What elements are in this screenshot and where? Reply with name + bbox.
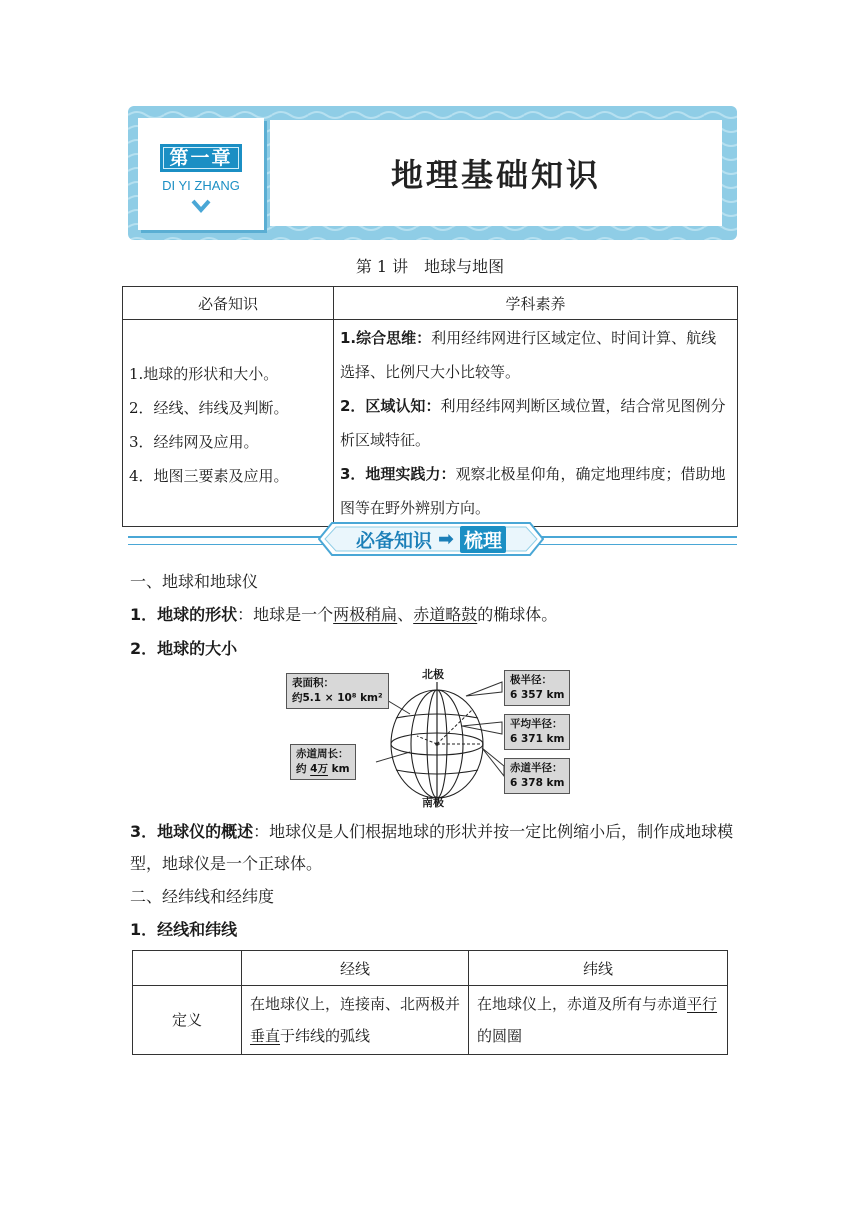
meridian-definition: [242, 986, 469, 1055]
chapter-title-box: [270, 120, 722, 226]
shape-colon: ：: [237, 605, 254, 624]
earth-size-figure: [282, 666, 578, 810]
chapter-label: 第一章: [160, 144, 242, 172]
literacy-text: 利用经纬网进行区域定位、时间计算、航线选择、比例尺大小比较等。: [340, 329, 717, 381]
heading-earth-globe: 一、地球和地球仪: [130, 572, 259, 591]
callout-equatorial-radius: [504, 758, 570, 794]
knowledge-item: 1.地球的形状和大小。: [129, 365, 279, 383]
knowledge-item: 2．经线、纬线及判断。: [129, 399, 289, 417]
goals-header-literacy: 学科素养: [334, 287, 738, 320]
callout-mean-radius: [504, 714, 570, 750]
arrow-right-icon: ➡: [438, 528, 454, 550]
chevron-down-icon: [191, 198, 211, 214]
equator-length-unit: km: [327, 763, 350, 775]
header-parallel: 纬线: [469, 951, 728, 986]
meridian-def-pre: 在地球仪上，连接南、北两极并: [250, 995, 461, 1013]
equator-length-value: [296, 762, 350, 777]
north-pole-label: 北极: [422, 668, 444, 681]
mean-radius-value: 6 371 km: [510, 733, 565, 745]
parallel-def-post: 的圆圈: [477, 1027, 523, 1045]
globe-text: 地球仪是人们根据地球的形状并按一定比例缩小后，制作成地球模型，地球仪是一个正球体。: [130, 822, 734, 873]
literacy-item: [340, 321, 731, 389]
parallel-def-pre: 在地球仪上，赤道及所有与赤道: [477, 995, 688, 1013]
polar-radius-label: 极半径：: [510, 674, 552, 686]
chapter-badge: [138, 118, 264, 230]
literacy-text: 利用经纬网判断区域位置，结合常见图例分析区域特征。: [340, 397, 726, 449]
meridian-parallel-table: [132, 950, 728, 1055]
size-label: 2．地球的大小: [130, 639, 238, 658]
callout-polar-radius: [504, 670, 570, 706]
knowledge-cell: [123, 320, 334, 527]
knowledge-item: 3．经纬网及应用。: [129, 433, 259, 451]
heading-lines-coordinates: 二、经纬线和经纬度: [130, 887, 275, 906]
surface-area-value: 约5.1 × 10⁸ km²: [292, 692, 383, 704]
shape-u2: 赤道略鼓: [413, 605, 478, 624]
lesson-title: 第 1 讲 地球与地图: [355, 257, 505, 276]
literacy-text: 观察北极星仰角，确定地理纬度；借助地图等在野外辨别方向。: [340, 465, 726, 517]
literacy-label: 3．地理实践力：: [340, 465, 456, 483]
chapter-banner: [128, 106, 737, 240]
south-pole-label: 南极: [422, 796, 444, 809]
header-meridian: 经线: [242, 951, 469, 986]
goals-table: [122, 286, 738, 527]
equator-length-pre: 约: [296, 763, 311, 775]
equator-length-number: 4万: [310, 763, 328, 775]
equatorial-radius-value: 6 378 km: [510, 777, 565, 789]
divider-right: 梳理: [460, 526, 506, 553]
globe-colon: ：: [253, 822, 270, 841]
sub-heading-lines: 1．经线和纬线: [130, 920, 238, 939]
literacy-item: [340, 389, 731, 457]
meridian-def-post: 于纬线的弧线: [280, 1027, 371, 1045]
section-divider-tag: [318, 522, 544, 556]
parallel-def-keyword: 平行: [687, 995, 718, 1013]
chapter-title: 地理基础知识: [390, 156, 601, 194]
divider-text: [318, 522, 544, 556]
globe-label: 3．地球仪的概述: [130, 822, 254, 841]
literacy-label: 1.综合思维：: [340, 329, 432, 347]
goals-header-knowledge: 必备知识: [123, 287, 334, 320]
literacy-item: [340, 457, 731, 525]
chapter-pinyin: DI YI ZHANG: [162, 178, 240, 193]
shape-pre: 地球是一个: [253, 605, 334, 624]
shape-label: 1．地球的形状: [130, 605, 238, 624]
paragraph-globe: [130, 816, 734, 880]
divider-left: 必备知识: [356, 529, 433, 552]
knowledge-item: 4．地图三要素及应用。: [129, 467, 289, 485]
parallel-definition: [469, 986, 728, 1055]
shape-u1: 两极稍扁: [333, 605, 398, 624]
paragraph-shape: [130, 603, 557, 627]
callout-equator-length: [290, 744, 356, 780]
meridian-def-keyword: 垂直: [250, 1027, 281, 1045]
shape-sep: 、: [397, 605, 414, 624]
surface-area-label: 表面积：: [292, 677, 334, 689]
equator-length-label: 赤道周长：: [296, 748, 349, 760]
literacy-label: 2．区域认知：: [340, 397, 441, 415]
callout-surface-area: [286, 673, 389, 709]
shape-post: 的椭球体。: [477, 605, 558, 624]
literacy-cell: [334, 320, 738, 527]
row-label-definition: 定义: [133, 986, 242, 1055]
polar-radius-value: 6 357 km: [510, 689, 565, 701]
table-corner: [133, 951, 242, 986]
mean-radius-label: 平均半径：: [510, 718, 563, 730]
equatorial-radius-label: 赤道半径：: [510, 762, 563, 774]
